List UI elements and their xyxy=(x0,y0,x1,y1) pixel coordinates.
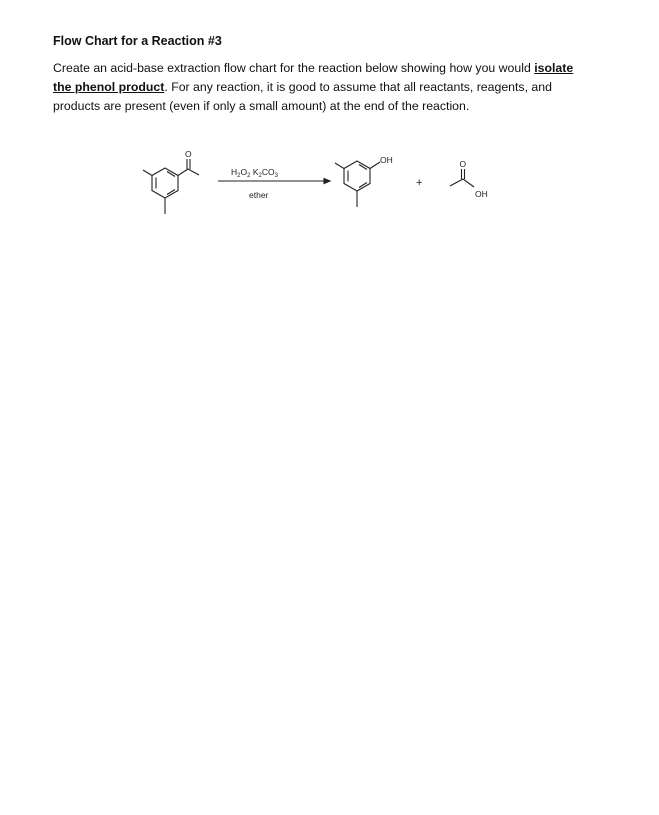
acetic-acid-molecule xyxy=(450,169,474,187)
plus-sign: + xyxy=(416,177,423,189)
reagent-label: $H_2O_2$ $K_2CO_3$ xyxy=(231,167,278,179)
instructions-text-2: . For any reaction, it is good to assume that all reactants, reagents, and products are present (even if only a small amount) at the end of the reaction. xyxy=(53,80,552,113)
reactant-carbonyl-o: O xyxy=(185,149,192,159)
acid-oh-label: OH xyxy=(475,189,488,199)
reaction-arrow-head xyxy=(324,179,330,184)
phenol-oh-label: OH xyxy=(380,155,393,165)
instructions-emphasis: isolate the phenol product xyxy=(53,61,574,94)
page-title: Flow Chart for a Reaction #3 xyxy=(53,34,222,48)
reactant-molecule xyxy=(143,159,199,214)
phenol-product-molecule xyxy=(335,161,380,207)
instructions-text-1: Create an acid-base extraction flow chart for the reaction below showing how you would xyxy=(53,61,535,75)
solvent-label: ether xyxy=(249,190,269,200)
acid-carbonyl-o: O xyxy=(459,159,467,169)
